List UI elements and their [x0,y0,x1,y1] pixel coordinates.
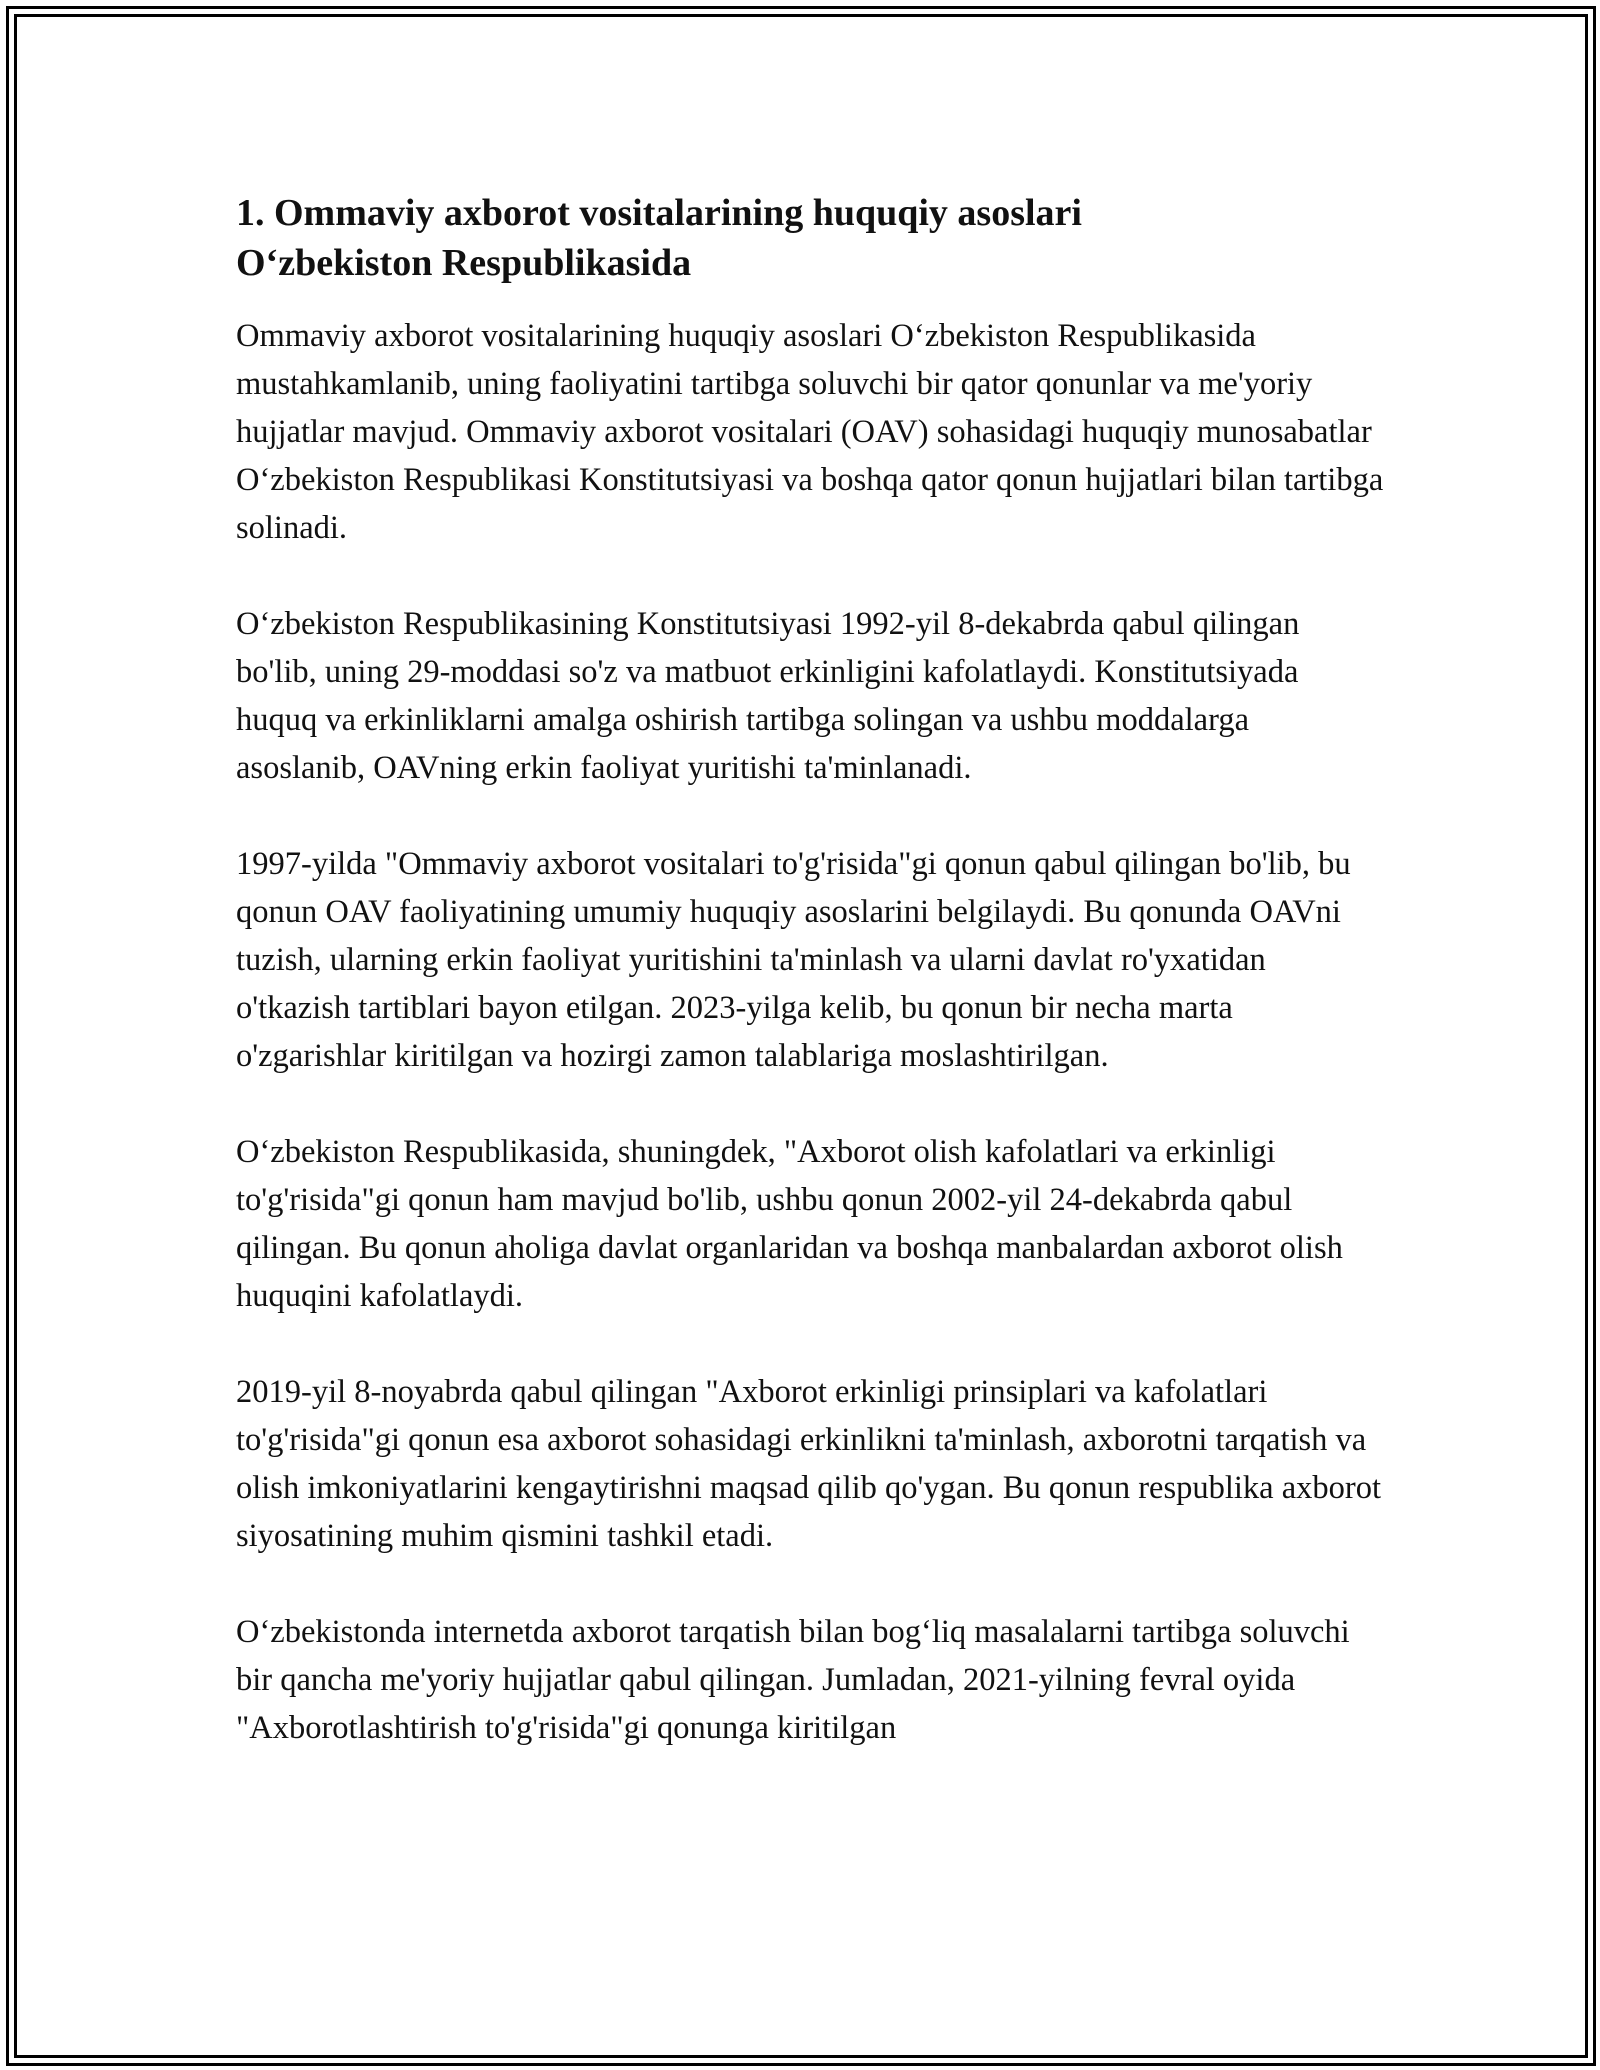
paragraph-5: 2019-yil 8-noyabrda qabul qilingan "Axborot erkinligi prinsiplari va kafolatlari to'g'risida"gi qonun esa axborot sohasidagi erkinlikni ta'minlash, axborotni tarqatish va olish imkoniyatlarini kengaytirishni maqsad qilib qo'ygan. Bu qonun respublika axborot siyosatining muhim qismini tashkil etadi. [236,1374,1382,1554]
paragraph-1: Ommaviy axborot vositalarining huquqiy asoslari O‘zbekiston Respublikasida mustahkamlanib, uning faoliyatini tartibga soluvchi bir qator qonunlar va me'yoriy hujjatlar mavjud. Ommaviy axborot vositalari (OAV) sohasidagi huquqiy munosabatlar O‘zbekiston Respublikasi Konstitutsiyasi va boshqa qator qonun hujjatlari bilan tartibga solinadi. [236,318,1384,546]
paragraph-2: O‘zbekiston Respublikasining Konstitutsiyasi 1992-yil 8-dekabrda qabul qilingan bo'lib, uning 29-moddasi so'z va matbuot erkinligini kafolatlaydi. Konstitutsiyada huquq va erkinliklarni amalga oshirish tartibga solingan va ushbu moddalarga asoslanib, OAVning erkin faoliyat yuritishi ta'minlanadi. [236,606,1300,786]
section-title-line-2: O‘zbekiston Respublikasida [236,242,692,284]
document-body [236,188,1386,1800]
paragraph-6: O‘zbekistonda internetda axborot tarqatish bilan bog‘liq masalalarni tartibga soluvchi bir qancha me'yoriy hujjatlar qabul qilingan. Jumladan, 2021-yilning fevral oyida "Axborotlashtirish to'g'risida"gi qonunga kiritilgan [236,1614,1350,1746]
section-title [236,188,1386,288]
section-title-line-1: 1. Ommaviy axborot vositalarining huquqiy asoslari [236,192,1082,234]
paragraph-4: O‘zbekiston Respublikasida, shuningdek, "Axborot olish kafolatlari va erkinligi to'g'risida"gi qonun ham mavjud bo'lib, ushbu qonun 2002-yil 24-dekabrda qabul qilingan. Bu qonun aholiga davlat organlaridan va boshqa manbalardan axborot olish huquqini kafolatlaydi. [236,1134,1343,1314]
paragraph-3: 1997-yilda "Ommaviy axborot vositalari to'g'risida"gi qonun qabul qilingan bo'lib, bu qonun OAV faoliyatining umumiy huquqiy asoslarini belgilaydi. Bu qonunda OAVni tuzish, ularning erkin faoliyat yuritishini ta'minlash va ularni davlat ro'yxatidan o'tkazish tartiblari bayon etilgan. 2023-yilga kelib, bu qonun bir necha marta o'zgarishlar kiritilgan va hozirgi zamon talablariga moslashtirilgan. [236,846,1351,1074]
